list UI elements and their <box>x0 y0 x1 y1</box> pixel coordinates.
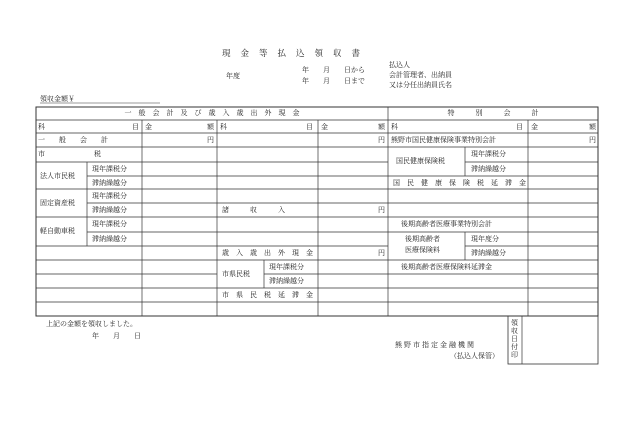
col-header-item: 科 <box>38 123 45 131</box>
bank-name: 熊野市指定金融機関 <box>395 341 476 349</box>
elderly-premium-label: 医療保険料 <box>405 246 440 254</box>
arrears-label: 滞納繰越分 <box>471 249 506 257</box>
city-pref-late-label: 市 県 民 税 延 滞 金 <box>222 291 313 299</box>
light-vehicle-tax-label: 軽自動車税 <box>40 227 75 235</box>
col-header-amount: 金 <box>145 123 152 131</box>
current-year-label: 現年課税分 <box>92 220 127 228</box>
col-header-amount: 額 <box>378 123 385 131</box>
yen-unit: 円 <box>378 136 385 144</box>
nhi-account-label: 熊野市国民健康保険事業特別会計 <box>391 136 496 144</box>
received-date: 年 月 日 <box>92 332 141 340</box>
arrears-label: 滞納繰越分 <box>269 277 304 285</box>
col-header-item: 目 <box>306 123 313 131</box>
payer-label: 払込人 <box>389 61 410 69</box>
received-text: 上記の金額を領収しました。 <box>46 320 137 328</box>
elderly-premium-label: 後期高齢者 <box>405 235 440 243</box>
nhi-tax-label: 国民健康保険税 <box>396 157 445 165</box>
stamp-label-char: 日 <box>511 335 518 343</box>
bank-note: （払込人保管） <box>450 352 499 360</box>
stamp-label-char: 領 <box>511 319 518 327</box>
stamp-label-char: 付 <box>511 343 518 351</box>
col-header-amount: 額 <box>207 123 214 131</box>
form-title: 現金等払込領収書 <box>222 49 371 59</box>
payer-label: 又は分任出納員氏名 <box>389 81 452 89</box>
yen-unit: 円 <box>378 206 385 214</box>
misc-income-label: 諸 収 入 <box>222 206 285 214</box>
corp-tax-label: 法人市民税 <box>40 172 75 180</box>
stamp-label-char: 印 <box>511 351 518 359</box>
col-header-item: 科 <box>391 123 398 131</box>
yen-unit: 円 <box>378 249 385 257</box>
arrears-label: 滞納繰越分 <box>92 179 127 187</box>
arrears-label: 滞納繰越分 <box>471 165 506 173</box>
yen-unit: 円 <box>207 136 214 144</box>
municipal-tax-label: 市 税 <box>38 150 101 158</box>
current-year-label: 現年課税分 <box>269 263 304 271</box>
arrears-label: 滞納繰越分 <box>92 235 127 243</box>
elderly-late-label: 後期高齢者医療保険料延滞金 <box>401 263 492 271</box>
general-section-title: 一 般 会 計 及 び 歳 入 歳 出 外 現 金 <box>124 109 300 117</box>
current-year-label: 現年課税分 <box>471 150 506 158</box>
current-year-label: 現年課税分 <box>92 192 127 200</box>
col-header-amount: 金 <box>321 123 328 131</box>
fiscal-year-label: 年度 <box>226 72 240 80</box>
extra-cash-label: 歳 入 歳 出 外 現 金 <box>222 249 313 257</box>
period-from: 年 月 日から <box>302 66 365 74</box>
stamp-label-char: 収 <box>511 327 518 335</box>
city-pref-tax-label: 市県民税 <box>222 270 250 278</box>
col-header-amount: 金 <box>531 123 538 131</box>
col-header-item: 目 <box>132 123 139 131</box>
yen-unit: 円 <box>589 136 596 144</box>
receipt-amount-label: 領収金額￥ <box>40 95 75 103</box>
payer-label: 会計管理者、出納員 <box>389 71 452 79</box>
nhi-late-label: 国 民 健 康 保 険 税 延 滞 金 <box>393 179 526 187</box>
period-to: 年 月 日まで <box>302 77 365 85</box>
property-tax-label: 固定資産税 <box>40 199 75 207</box>
col-header-amount: 額 <box>589 123 596 131</box>
general-account-label: 一 般 会 計 <box>38 136 108 144</box>
col-header-item: 目 <box>516 123 523 131</box>
special-section-title: 特 別 会 計 <box>447 109 539 117</box>
arrears-label: 滞納繰越分 <box>92 206 127 214</box>
current-year-label: 現年課税分 <box>92 165 127 173</box>
col-header-item: 科 <box>220 123 227 131</box>
current-year-portion-label: 現年度分 <box>471 235 499 243</box>
elderly-account-label: 後期高齢者医療事業特別会計 <box>401 220 492 228</box>
